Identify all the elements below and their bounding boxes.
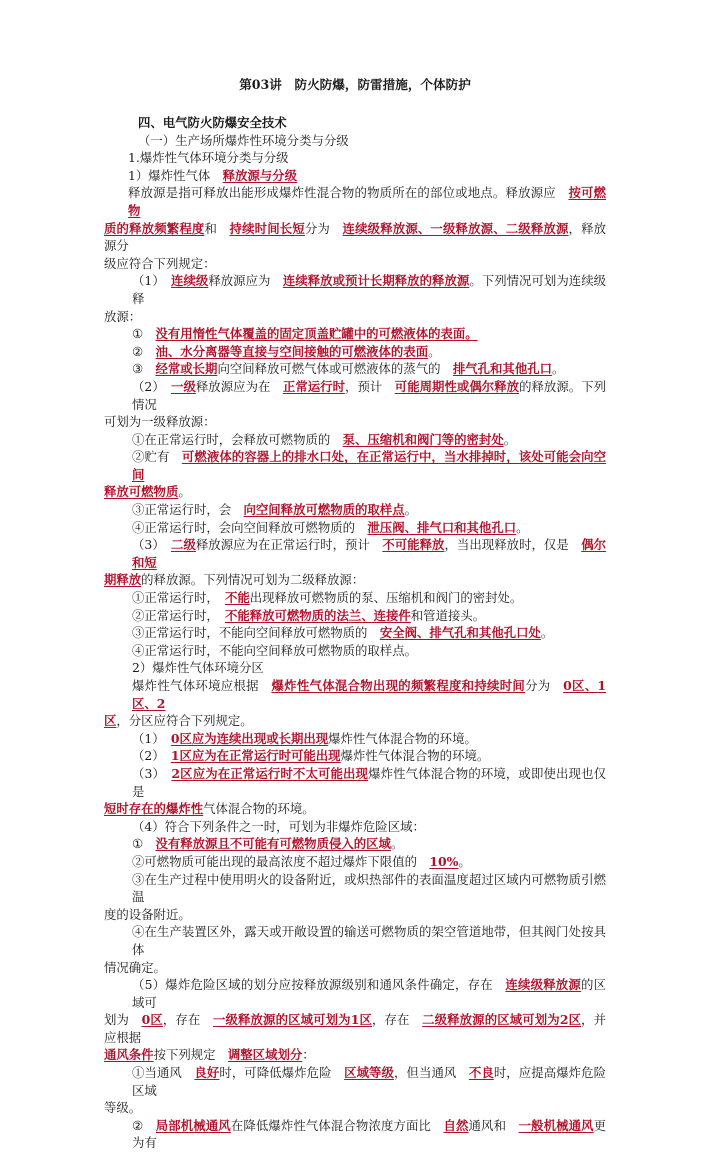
highlighted-keyword: 连续级释放源 xyxy=(505,977,582,993)
highlighted-keyword: 安全阀、排气孔和其他孔口处 xyxy=(379,625,541,641)
highlighted-keyword: 偶尔和短 xyxy=(132,537,607,570)
text-line xyxy=(104,835,606,853)
text-line xyxy=(104,1099,606,1117)
page-title: 第03讲 防火防爆，防雷措施，个体防护 xyxy=(239,77,471,92)
text-run: （3） xyxy=(132,537,172,553)
text-line xyxy=(104,272,606,307)
text-run: 爆炸性气体环境应根据 xyxy=(132,678,272,693)
text-line xyxy=(104,959,606,977)
text-line xyxy=(104,167,606,185)
text-run: （1） xyxy=(132,730,171,746)
highlighted-keyword: 泄压阀、排气口和其他孔口 xyxy=(367,519,517,535)
text-run: 出现释放可燃物质的泵、压缩机和阀门的密封处。 xyxy=(249,590,523,606)
text-run: 爆炸性气体混合物的环境。 xyxy=(340,748,490,764)
text-line xyxy=(104,659,606,677)
text-line xyxy=(104,818,606,836)
highlighted-keyword: 释放源与分级 xyxy=(222,167,297,183)
highlighted-keyword: 二级 xyxy=(171,537,196,553)
text-run: 四、电气防火防爆安全技术 xyxy=(138,115,287,130)
text-run: 情况确定。 xyxy=(104,959,166,975)
highlighted-keyword: 连续级 xyxy=(171,273,209,289)
text-line xyxy=(104,343,606,361)
highlighted-keyword: 正常运行时 xyxy=(282,378,346,394)
text-run: 。下列情况可划为连续级释 xyxy=(132,273,607,306)
highlighted-keyword: 局部机械通风 xyxy=(155,1117,231,1133)
text-line xyxy=(104,519,606,537)
text-line xyxy=(104,906,606,924)
text-line xyxy=(104,536,606,571)
text-line xyxy=(104,853,606,871)
text-run: ，释放源分 xyxy=(104,220,607,254)
highlighted-keyword: 泵、压缩机和阀门等的密封处 xyxy=(342,431,504,447)
text-line xyxy=(104,607,606,625)
text-run: 释放源应为 xyxy=(208,273,283,289)
text-run: ① xyxy=(132,326,156,342)
text-line xyxy=(104,1046,606,1064)
highlighted-keyword: 油、水分离器等直接与空间接触的可燃液体的表面 xyxy=(155,343,429,359)
highlighted-keyword: 0区 xyxy=(141,1012,163,1028)
text-run: 等级。 xyxy=(104,1100,142,1116)
text-line xyxy=(104,730,606,748)
highlighted-keyword: 没有用惰性气体覆盖的固定顶盖贮罐中的可燃液体的表面。 xyxy=(155,326,478,342)
highlighted-keyword: 不可能释放 xyxy=(382,537,445,553)
text-run: ④正常运行时，会向空间释放可燃物质的 xyxy=(132,519,368,535)
highlighted-keyword: 10% xyxy=(429,853,459,869)
text-run: 。 xyxy=(178,484,191,500)
text-run: ①正常运行时， xyxy=(132,590,225,606)
highlighted-keyword: 排气孔和其他孔口 xyxy=(452,361,552,377)
highlighted-keyword: 短时存在的爆炸性 xyxy=(104,801,204,817)
text-run: 1）爆炸性气体 xyxy=(128,167,223,183)
text-run: 。 xyxy=(428,343,441,359)
text-run: 分为 xyxy=(304,220,343,236)
text-line xyxy=(104,360,606,378)
highlighted-keyword: 不能释放可燃物质的法兰、连接件 xyxy=(224,607,411,623)
highlighted-keyword: 连续释放或预计长期释放的释放源 xyxy=(282,273,470,289)
text-run: 释放源是指可释放出能形成爆炸性混合物的物质所在的部位或地点。释放源应 xyxy=(128,185,569,201)
text-run: （3） xyxy=(132,765,172,781)
text-line xyxy=(104,448,606,483)
text-run: ② xyxy=(132,343,156,359)
text-line xyxy=(104,571,606,589)
text-line xyxy=(104,431,606,449)
text-run: 在降低爆炸性气体混合物浓度方面比 xyxy=(230,1117,444,1133)
text-run: ： xyxy=(302,1047,315,1063)
text-run: ③ xyxy=(132,361,156,377)
text-line xyxy=(104,642,606,660)
text-run: ，预计 xyxy=(345,378,395,394)
text-line xyxy=(104,149,606,167)
text-run: 向空间释放可燃气体或可燃液体的蒸气的 xyxy=(217,361,453,377)
text-run: 。 xyxy=(540,625,554,641)
text-run: 时，可降低爆炸危险 xyxy=(219,1065,345,1081)
highlighted-keyword: 没有释放源且不可能有可燃物质侵入的区域 xyxy=(155,836,391,852)
text-run: （4）符合下列条件之一时，可划为非爆炸危险区域： xyxy=(132,818,425,834)
highlighted-keyword: 区域等级 xyxy=(344,1065,395,1081)
text-run: 气体混合物的环境。 xyxy=(203,801,315,817)
text-line xyxy=(104,184,606,219)
document-page xyxy=(104,76,606,1152)
text-run: 爆炸性气体混合物的环境，或即使出现也仅是 xyxy=(132,765,606,799)
text-run: ②正常运行时， xyxy=(132,607,225,623)
highlighted-keyword: 持续时间长短 xyxy=(229,220,305,236)
text-run: （5）爆炸危险区域的划分应按释放源级别和通风条件确定，存在 xyxy=(132,977,506,993)
text-run: ，分区应符合下列规定。 xyxy=(116,713,253,729)
text-run: ①在正常运行时，会释放可燃物质的 xyxy=(132,431,343,447)
text-run: （一）生产场所爆炸性环境分类与分级 xyxy=(138,132,349,148)
text-run: 。 xyxy=(390,836,404,852)
highlighted-keyword: 二级释放源的区域可划为2区 xyxy=(422,1012,582,1028)
highlighted-keyword: 期释放 xyxy=(104,572,142,588)
highlighted-keyword: 0区、1区、2 xyxy=(132,678,607,711)
highlighted-keyword: 可能周期性或偶尔释放 xyxy=(394,378,520,394)
text-run: 。 xyxy=(552,361,565,377)
text-line xyxy=(104,800,606,818)
text-run: 的释放源。下列情况 xyxy=(132,378,607,412)
text-line xyxy=(104,712,606,730)
text-run: 按下列规定 xyxy=(153,1047,228,1063)
text-run: ②可燃物质可能出现的最高浓度不超过爆炸下限值的 xyxy=(132,853,430,869)
text-run: 和管道接头。 xyxy=(410,607,486,623)
text-run: 释放源应为在 xyxy=(195,378,283,394)
text-line xyxy=(104,413,606,431)
text-run: 1.爆炸性气体环境分类与分级 xyxy=(128,150,289,166)
text-line xyxy=(104,765,606,800)
highlighted-keyword: 良好 xyxy=(194,1065,220,1081)
highlighted-keyword: 可燃液体的容器上的排水口处，在正常运行中，当水排掉时，该处可能会向空间 xyxy=(132,449,607,482)
highlighted-keyword: 一级释放源的区域可划为1区 xyxy=(212,1012,372,1028)
text-line xyxy=(104,677,606,712)
text-line xyxy=(104,976,606,1011)
text-run: ③在生产过程中使用明火的设备附近，或炽热部件的表面温度超过区域内可燃物质引燃温 xyxy=(132,871,606,905)
highlighted-keyword: 释放可燃物质 xyxy=(104,484,179,500)
text-run: 级应符合下列规定： xyxy=(104,255,216,271)
text-run: 分为 xyxy=(525,678,564,693)
text-line xyxy=(104,132,606,150)
text-line xyxy=(104,255,606,273)
text-line xyxy=(104,220,606,255)
highlighted-keyword: 爆炸性气体混合物出现的频繁程度和持续时间 xyxy=(271,678,526,693)
text-run: 度的设备附近。 xyxy=(104,906,191,922)
highlighted-keyword: 自然 xyxy=(443,1117,469,1133)
text-line xyxy=(104,501,606,519)
text-line xyxy=(104,325,606,343)
highlighted-keyword: 向空间释放可燃物质的取样点 xyxy=(243,502,405,518)
highlighted-keyword: 1区应为在正常运行时可能出现 xyxy=(170,748,341,764)
highlighted-keyword: 通风条件 xyxy=(104,1047,154,1063)
highlighted-keyword: 质的释放频繁程度 xyxy=(104,220,205,236)
text-run: 放源： xyxy=(104,308,142,324)
text-run: 爆炸性气体混合物的环境。 xyxy=(328,730,477,746)
text-run: 。 xyxy=(404,502,417,518)
text-run: ，但当通风 xyxy=(394,1065,469,1081)
text-run: ③正常运行时，会 xyxy=(132,502,244,518)
text-line xyxy=(104,114,606,132)
text-line xyxy=(104,747,606,765)
text-run: ① xyxy=(132,836,156,852)
text-line xyxy=(104,308,606,326)
highlighted-keyword: 一般机械通风 xyxy=(518,1117,594,1133)
text-run: ④在生产装置区外，露天或开敞设置的输送可燃物质的架空管道地带，但其阀门处按具体 xyxy=(132,924,606,957)
text-run: 。 xyxy=(503,431,517,447)
text-run: ③正常运行时，不能向空间释放可燃物质的 xyxy=(132,625,380,641)
text-line xyxy=(104,483,606,501)
text-run: 的释放源。下列情况可划为二级释放源： xyxy=(141,572,365,588)
text-line xyxy=(104,624,606,642)
text-line xyxy=(104,378,606,413)
text-run: ，存在 xyxy=(371,1012,423,1028)
highlighted-keyword: 连续级释放源、一级释放源、二级释放源 xyxy=(342,220,569,236)
text-run: 更为有 xyxy=(132,1117,607,1151)
highlighted-keyword: 经常或长期 xyxy=(155,361,218,377)
text-run: 2）爆炸性气体环境分区 xyxy=(132,660,264,676)
highlighted-keyword: 按可燃物 xyxy=(128,185,607,218)
highlighted-keyword: 一级 xyxy=(171,378,196,394)
text-run: 。 xyxy=(516,519,529,535)
highlighted-keyword: 调整区域划分 xyxy=(227,1047,303,1063)
text-run: ①当通风 xyxy=(132,1065,195,1081)
text-line xyxy=(104,871,606,906)
text-run: 可划为一级释放源： xyxy=(104,414,216,430)
text-run: ② xyxy=(132,1117,156,1133)
highlighted-keyword: 0区应为连续出现或长期出现 xyxy=(170,730,329,746)
text-line xyxy=(104,1064,606,1099)
text-run: （2） xyxy=(132,748,171,764)
text-run: 释放源应为在正常运行时，预计 xyxy=(195,537,383,553)
text-line xyxy=(104,923,606,958)
text-run: 和 xyxy=(204,220,230,236)
highlighted-keyword: 不良 xyxy=(468,1065,494,1081)
text-run: ，当出现释放时，仅是 xyxy=(444,537,582,553)
text-run: （1） xyxy=(132,273,172,289)
text-run: 划为 xyxy=(104,1012,142,1028)
text-run: 。 xyxy=(458,853,471,869)
text-line xyxy=(104,1011,606,1046)
text-run: 通风和 xyxy=(468,1117,519,1133)
text-run: （2） xyxy=(132,378,172,394)
highlighted-keyword: 区 xyxy=(104,713,117,729)
text-line xyxy=(104,1117,606,1152)
text-run: ②贮有 xyxy=(132,449,182,465)
text-line xyxy=(104,589,606,607)
text-run: 的区域可 xyxy=(132,977,607,1010)
text-run: 时，应提高爆炸危险区域 xyxy=(132,1065,607,1098)
document-body xyxy=(104,114,606,1152)
text-run: ，存在 xyxy=(162,1012,213,1028)
highlighted-keyword: 不能 xyxy=(224,590,250,606)
text-run: ，并应根据 xyxy=(104,1012,607,1045)
highlighted-keyword: 2区应为在正常运行时不太可能出现 xyxy=(171,765,369,781)
text-run: ④正常运行时，不能向空间释放可燃物质的取样点。 xyxy=(132,642,417,658)
